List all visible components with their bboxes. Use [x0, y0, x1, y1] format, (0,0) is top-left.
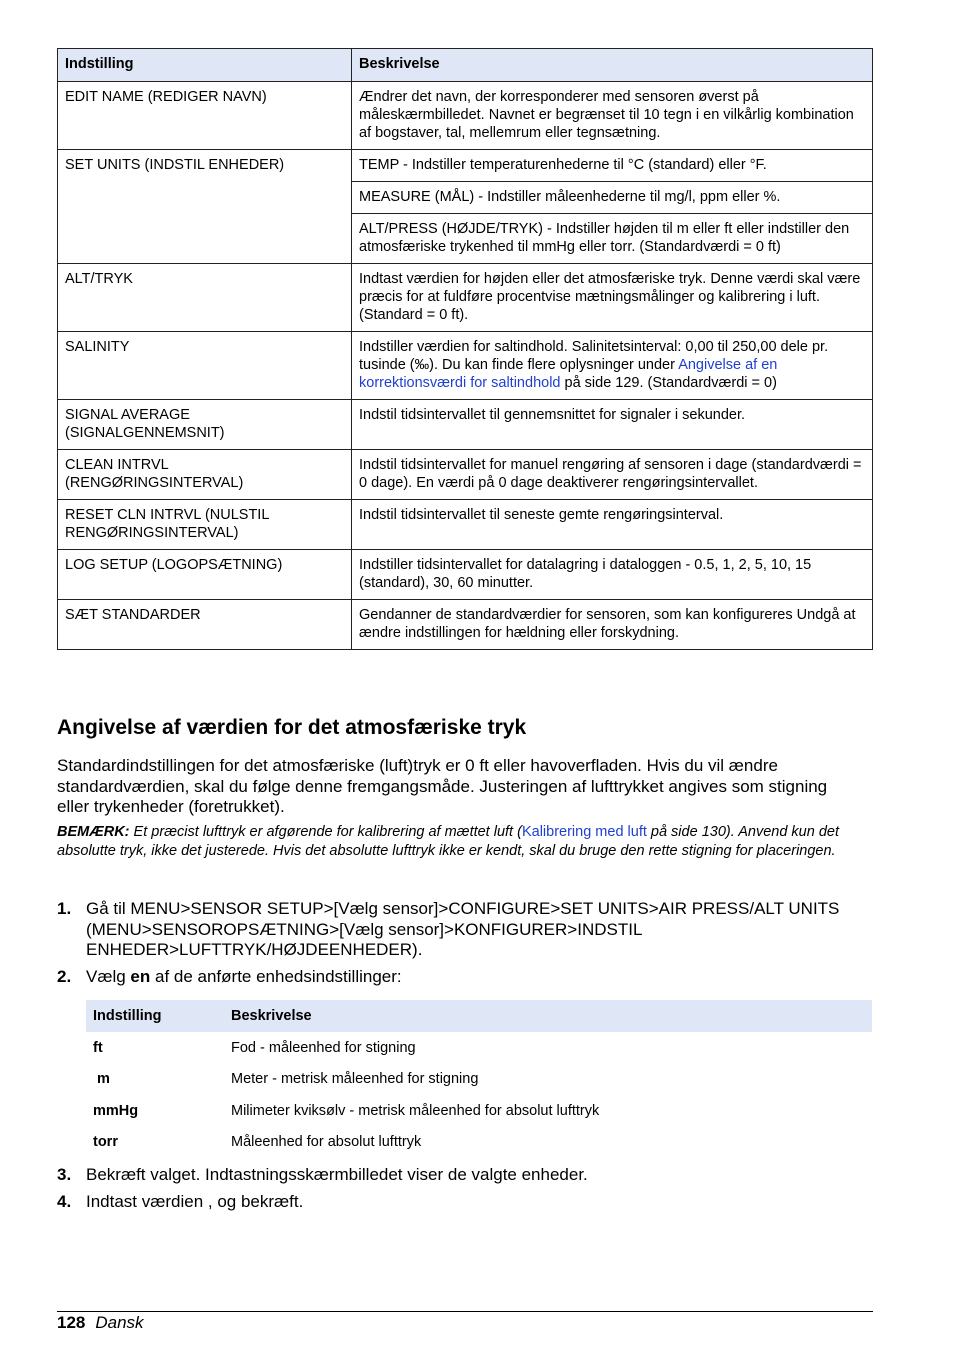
setting-name: CLEAN INTRVL (RENGØRINGSINTERVAL)	[58, 450, 352, 500]
setting-description: Ændrer det navn, der korresponderer med sensoren øverst på måleskærmbilledet. Navnet er begrænset til 10 tegn i en vilkårlig kombination af bogstaver, tal, mellemrum eller tegnsætning.	[352, 82, 873, 150]
units-header-row	[86, 1000, 872, 1032]
table-row	[58, 332, 873, 400]
table-row	[58, 550, 873, 600]
intro-paragraph: Standardindstillingen for det atmosfæriske (luft)tryk er 0 ft eller havoverfladen. Hvis du vil ændre standardværdien, skal du følge denne fremgangsmåde. Justeringen af lufttrykket angives som stigning eller trykenheder (foretrukket).	[57, 756, 828, 816]
setting-description: Indstiller tidsintervallet for datalagring i dataloggen - 0.5, 1, 2, 5, 10, 15 (standard), 30, 60 minutter.	[352, 550, 873, 600]
step-text: Indtast værdien , og bekræft.	[86, 1192, 304, 1211]
units-header-setting: Indstilling	[86, 1000, 224, 1032]
unit-name: m	[93, 1071, 110, 1088]
step-4	[57, 1192, 857, 1213]
step-2	[57, 967, 857, 988]
footer	[57, 1313, 144, 1333]
salinity-text: Indstiller værdien for saltindhold. Salinitetsinterval: 0,00 til 250,00 dele pr. tusinde (‰). Du kan finde flere oplysninger under	[359, 339, 829, 373]
footer-divider	[57, 1311, 873, 1312]
units-header-description: Beskrivelse	[224, 1000, 872, 1032]
setting-name: SÆT STANDARDER	[58, 600, 352, 650]
table-row	[58, 400, 873, 450]
table-row	[58, 500, 873, 550]
unit-description: Måleenhed for absolut lufttryk	[231, 1134, 422, 1151]
step-text	[86, 967, 857, 988]
setting-description: Gendanner de standardværdier for sensoren, som kan konfigureres Undgå at ændre indstillingen for hældning eller forskydning.	[352, 600, 873, 650]
units-table	[86, 1000, 872, 1158]
note-text: Et præcist lufttryk er afgørende for kalibrering af mættet luft (	[129, 824, 522, 840]
setting-name: SIGNAL AVERAGE (SIGNALGENNEMSNIT)	[58, 400, 352, 450]
note-label: BEMÆRK:	[57, 824, 130, 840]
setting-description: TEMP - Indstiller temperaturenhederne til °C (standard) eller °F.	[352, 150, 873, 182]
note-link[interactable]: Kalibrering med luft	[521, 824, 647, 840]
note-text-end: på side 130). Anvend kun det absolutte tryk, ikke det justerede. Hvis det absolutte lufttryk ikke er kendt, skal du bruge den rette stigning for placeringen.	[57, 824, 839, 859]
table-row	[86, 1032, 872, 1064]
setting-description: ALT/PRESS (HØJDE/TRYK) - Indstiller højden til m eller ft eller indstiller den atmosfæriske trykenhed til mmHg eller torr. (Standardværdi = 0 ft)	[352, 214, 873, 264]
page-number: 128	[57, 1313, 86, 1332]
step-text: Bekræft valget. Indtastningsskærmbilledet viser de valgte enheder.	[86, 1165, 588, 1184]
setting-name: LOG SETUP (LOGOPSÆTNING)	[58, 550, 352, 600]
note	[57, 823, 867, 860]
header-setting: Indstilling	[58, 49, 352, 82]
table-row	[58, 450, 873, 500]
unit-name: ft	[93, 1039, 103, 1056]
section-title: Angivelse af værdien for det atmosfæriske tryk	[57, 716, 527, 739]
step-3	[57, 1165, 857, 1186]
table-row	[58, 600, 873, 650]
table-row	[86, 1095, 872, 1127]
table-row	[58, 264, 873, 332]
salinity-text-end: på side 129. (Standardværdi = 0)	[560, 375, 777, 391]
step-number: 1.	[57, 899, 72, 918]
table-row	[58, 150, 873, 182]
setting-name: SALINITY	[58, 332, 352, 400]
setting-name: SET UNITS (INDSTIL ENHEDER)	[58, 150, 352, 264]
unit-name: mmHg	[93, 1102, 139, 1119]
table-row	[58, 82, 873, 150]
setting-description: Indstil tidsintervallet til gennemsnittet for signaler i sekunder.	[352, 400, 873, 450]
setting-name: RESET CLN INTRVL (NULSTIL RENGØRINGSINTERVAL)	[58, 500, 352, 550]
step-number: 4.	[57, 1192, 72, 1211]
table-row	[86, 1064, 872, 1096]
unit-name: torr	[93, 1134, 118, 1151]
step-1	[57, 899, 857, 961]
step-text: Gå til MENU>SENSOR SETUP>[Vælg sensor]>CONFIGURE>SET UNITS>AIR PRESS/ALT UNITS (MENU>SENSOROPSÆTNING>[Vælg sensor]>KONFIGURER>INDSTIL ENHEDER>LUFTTRYK/HØJDEENHEDER).	[86, 899, 840, 959]
unit-description: Fod - måleenhed for stigning	[231, 1039, 416, 1056]
step-text-end: af de anførte enhedsindstillinger:	[150, 967, 402, 986]
footer-language: Dansk	[95, 1313, 144, 1332]
unit-description: Meter - metrisk måleenhed for stigning	[231, 1071, 479, 1088]
step-text-start: Vælg	[86, 967, 131, 986]
setting-name: EDIT NAME (REDIGER NAVN)	[58, 82, 352, 150]
table-header-row	[58, 49, 873, 82]
setting-name: ALT/TRYK	[58, 264, 352, 332]
setting-description: MEASURE (MÅL) - Indstiller måleenhederne til mg/l, ppm eller %.	[352, 182, 873, 214]
step-number: 2.	[57, 967, 72, 986]
header-description: Beskrivelse	[352, 49, 873, 82]
setting-description	[352, 332, 873, 400]
unit-description: Milimeter kviksølv - metrisk måleenhed for absolut lufttryk	[231, 1102, 600, 1119]
step-number: 3.	[57, 1165, 72, 1184]
setting-description: Indtast værdien for højden eller det atmosfæriske tryk. Denne værdi skal være præcis for at fuldføre procentvise mætningsmålinger og kalibrering i luft. (Standard = 0 ft).	[352, 264, 873, 332]
step-text-bold: en	[130, 967, 151, 986]
setting-description: Indstil tidsintervallet for manuel rengøring af sensoren i dage (standardværdi = 0 dage). En værdi på 0 dage deaktiverer rengøringsintervallet.	[352, 450, 873, 500]
table-row	[86, 1127, 872, 1159]
setting-description: Indstil tidsintervallet til seneste gemte rengøringsinterval.	[352, 500, 873, 550]
settings-table	[57, 48, 873, 650]
salinity-link[interactable]: Angivelse af en korrektionsværdi for saltindhold	[359, 357, 778, 391]
